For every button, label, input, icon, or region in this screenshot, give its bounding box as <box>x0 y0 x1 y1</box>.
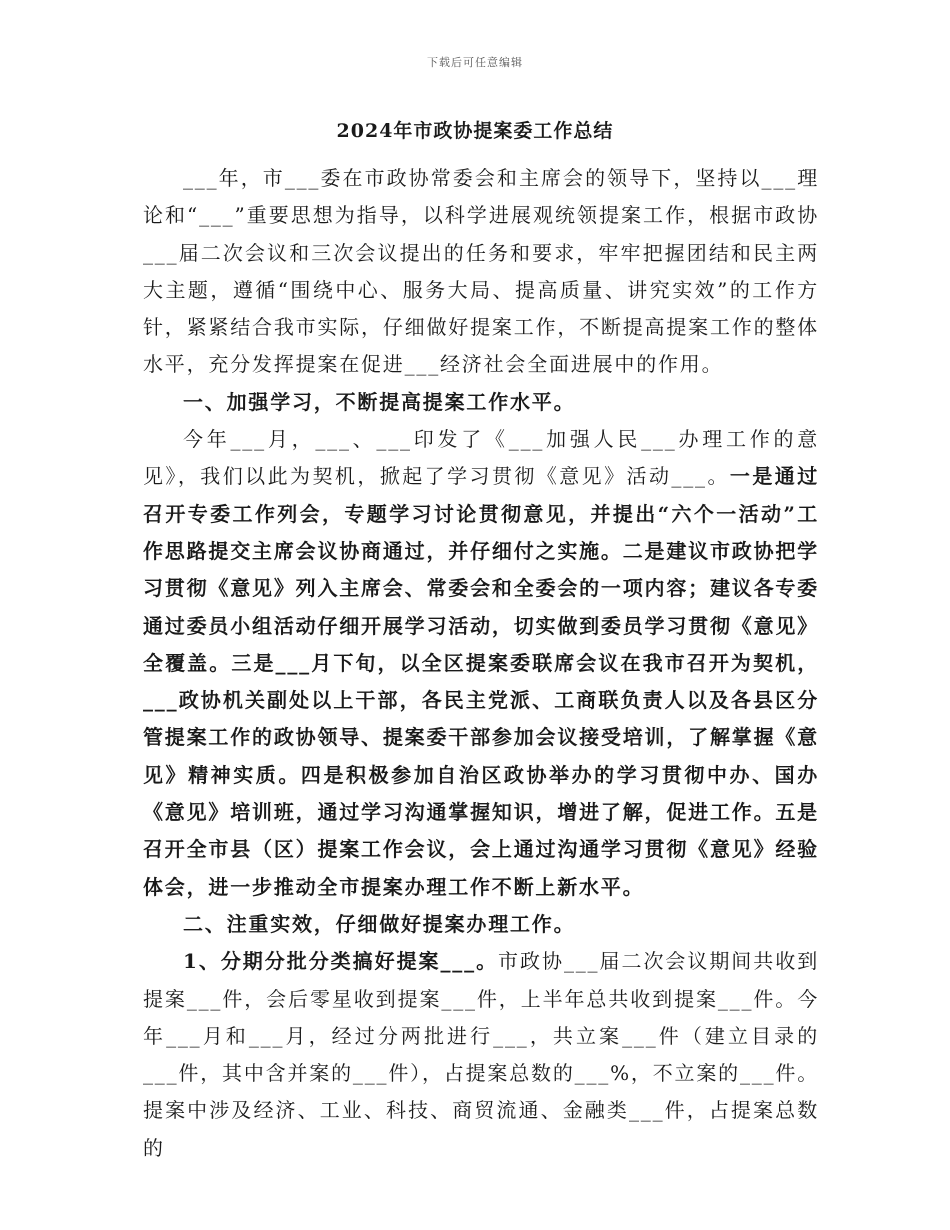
section-1-intro-text: 今年___月，___、___印发了《___加强人民___办理工作的意见》，我们以此为契机，掀起了学习贯彻《意见》活动___。 <box>143 427 819 489</box>
section-heading-1: 一、加强学习，不断提高提案工作水平。 <box>183 389 576 414</box>
section-heading-2: 二、注重实效，仔细做好提案办理工作。 <box>183 911 576 936</box>
section-1-paragraph <box>143 421 819 906</box>
subsection-heading-1: 1、分期分批分类搞好提案___。 <box>183 949 499 974</box>
intro-paragraph: ___年，市___委在市政协常委会和主席会的领导下，坚持以___理论和“___”重要思想为指导，以科学进展观统领提案工作，根据市政协___届二次会议和三次会议提出的任务和要求，牢牢把握团结和民主两大主题，遵循“围绕中心、服务大局、提高质量、讲究实效”的工作方针，紧紧结合我市实际，仔细做好提案工作，不断提高提案工作的整体水平，充分发挥提案在促进___经济社会全面进展中的作用。 <box>143 166 819 377</box>
header-note: 下载后可任意编辑 <box>427 56 523 69</box>
section-1-bold-text: 一是通过召开专委工作列会，专题学习讨论贯彻意见，并提出“六个一活动”工作思路提交主席会议协商通过，并仔细付之实施。二是建议市政协把学习贯彻《意见》列入主席会、常委会和全委会的一项内容；建议各专委通过委员小组活动仔细开展学习活动，切实做到委员学习贯彻《意见》全覆盖。三是___月下旬，以全区提案委联席会议在我市召开为契机，___政协机关副处以上干部，各民主党派、工商联负责人以及各县区分管提案工作的政协领导、提案委干部参加会议接受培训，了解掌握《意见》精神实质。四是积极参加自治区政协举办的学习贯彻中办、国办《意见》培训班，通过学习沟通掌握知识，增进了解，促进工作。五是召开全市县（区）提案工作会议，会上通过沟通学习贯彻《意见》经验体会，进一步推动全市提案办理工作不断上新水平。 <box>143 464 819 899</box>
document-title: 2024年市政协提案委工作总结 <box>336 120 614 142</box>
section-2-paragraph <box>143 943 819 1167</box>
section-2-text: 市政协___届二次会议期间共收到提案___件，会后零星收到提案___件，上半年总共收到提案___件。今年___月和___月，经过分两批进行___，共立案___件（建立目录的___件，其中含并案的___件），占提案总数的___%，不立案的___件。提案中涉及经济、工业、科技、商贸流通、金融类___件，占提案总数的 <box>143 949 819 1160</box>
document-body <box>143 160 819 1167</box>
